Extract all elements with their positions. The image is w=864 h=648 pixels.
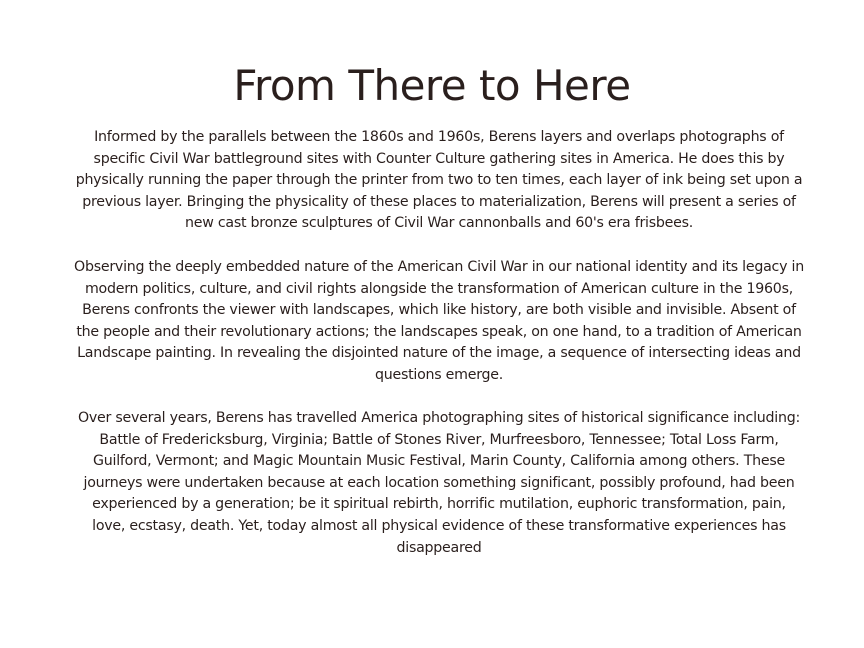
page-title: From There to Here [233,61,631,110]
paragraph-2: Observing the deeply embedded nature of the American Civil War in our national identity and its legacy in modern politics, culture, and civil rights alongside the transformation of American culture in the 1960s, Berens confronts the viewer with landscapes, which like history, are both visible and invisible. Absent of the people and their revolutionary actions; the landscapes speak, on one hand, to a tradition of American Landscape painting. In revealing the disjointed nature of the image, a sequence of intersecting ideas and questions emerge. [74,259,804,383]
paragraph-1: Informed by the parallels between the 1860s and 1960s, Berens layers and overlaps photographs of specific Civil War battleground sites with Counter Culture gathering sites in America. He does this by physically running the paper through the printer from two to ten times, each layer of ink being set upon a previous layer. Bringing the physicality of these places to materialization, Berens will present a series of new cast bronze sculptures of Civil War cannonballs and 60's era frisbees. [75,129,803,232]
paragraph-3: Over several years, Berens has travelled America photographing sites of historical significance including: Battle of Fredericksburg, Virginia; Battle of Stones River, Murfreesboro, Tennessee; Total Loss Farm, Guilford, Vermont; and Magic Mountain Music Festival, Marin County, California among others. These journeys were undertaken because at each location something significant, possibly profound, had been experienced by a generation; be it spiritual rebirth, horrific mutilation, euphoric transformation, pain, love, ecstasy, death. Yet, today almost all physical evidence of these transformative experiences has disappeared [77,410,800,556]
